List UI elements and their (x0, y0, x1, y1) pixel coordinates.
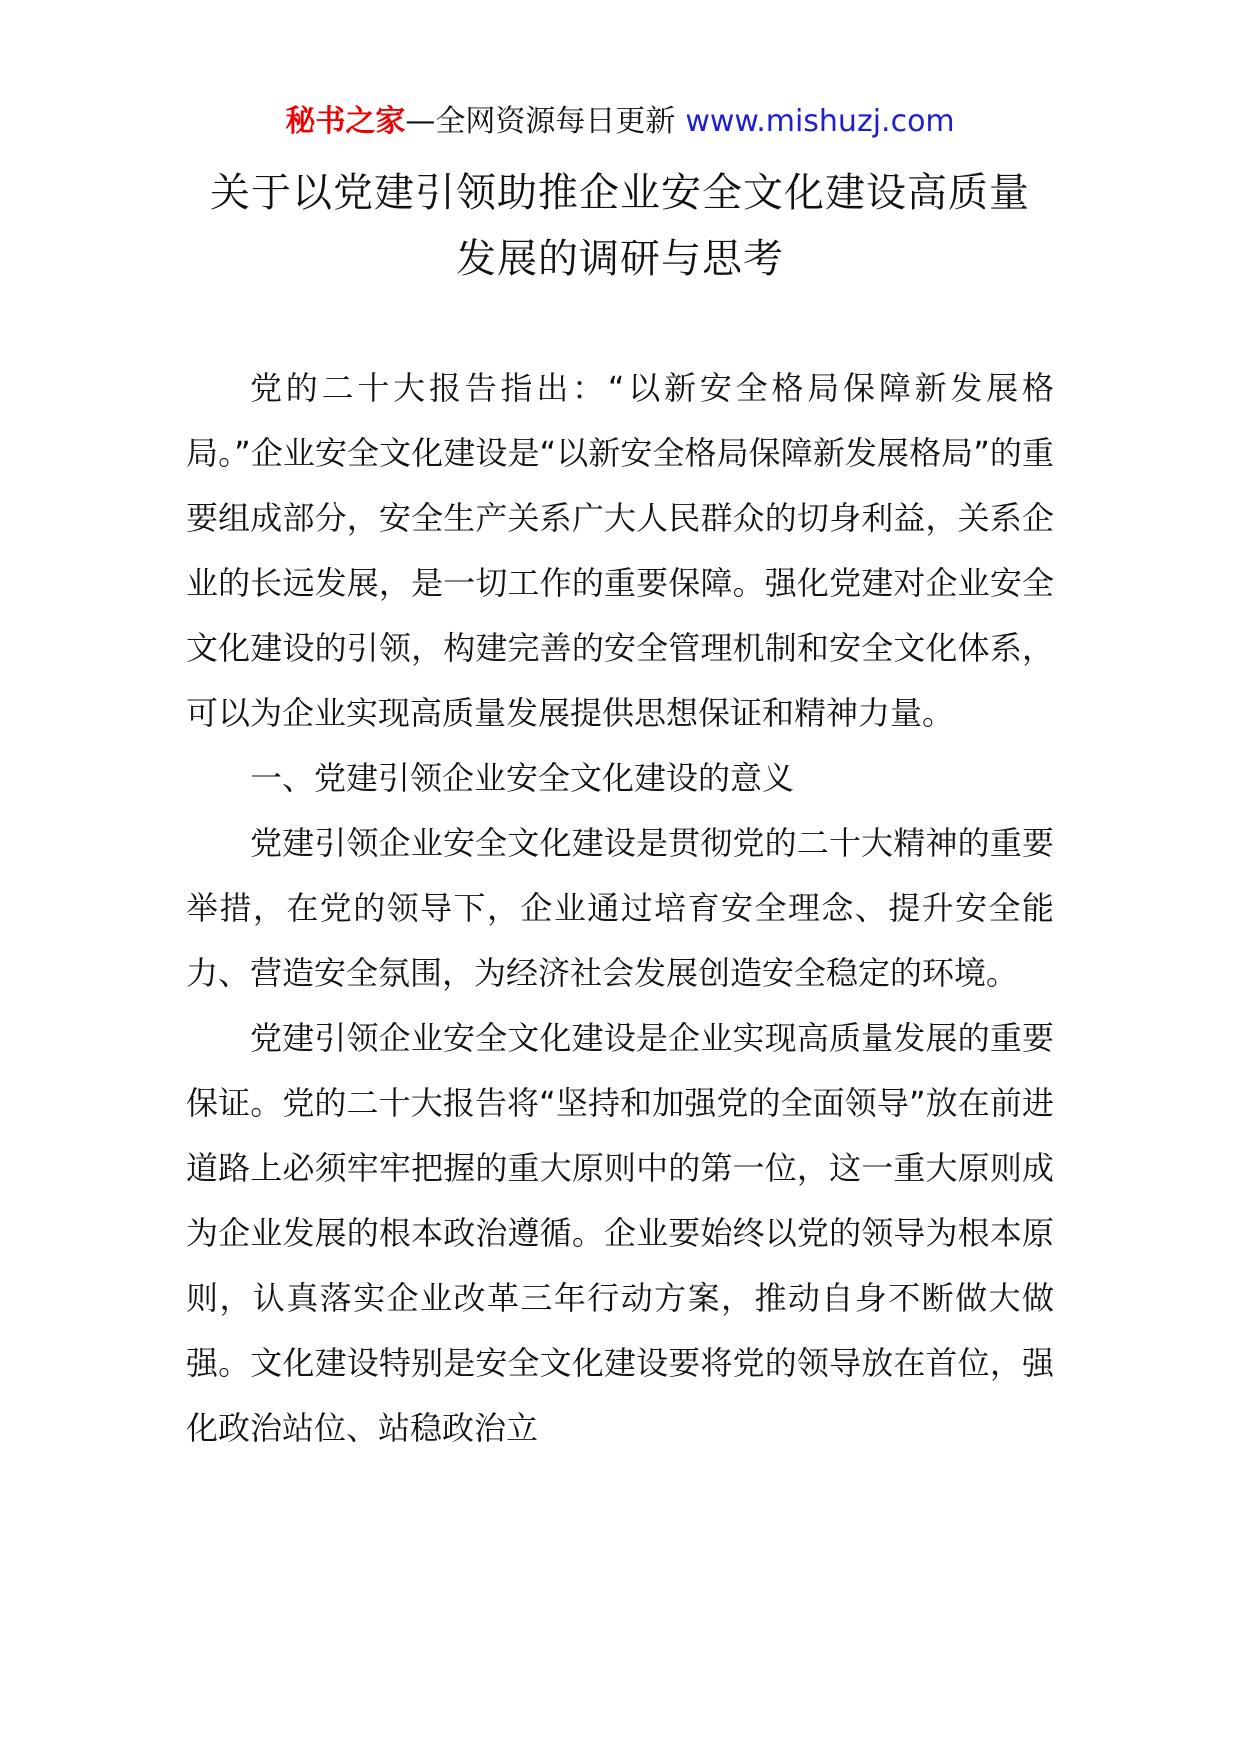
site-banner (0, 100, 1240, 144)
document-title (150, 160, 1090, 292)
section-heading-1: 一、党建引领企业安全文化建设的意义 (250, 759, 795, 797)
paragraph-intro: 党的二十大报告指出：“以新安全格局保障新发展格局。”企业安全文化建设是“以新安全格局保障新发展格局”的重要组成部分，安全生产关系广大人民群众的切身利益，关系企业的长远发展，是一切工作的重要保障。强化党建对企业安全文化建设的引领，构建完善的安全管理机制和安全文化体系，可以为企业实现高质量发展提供思想保证和精神力量。 (186, 369, 1054, 732)
title-line-1: 关于以党建引领助推企业安全文化建设高质量 (210, 170, 1030, 216)
brand-name: 秘书之家 (285, 104, 406, 139)
site-url[interactable]: www.mishuzj.com (685, 104, 955, 139)
title-line-2: 发展的调研与思考 (456, 236, 784, 282)
paragraph: 党建引领企业安全文化建设是企业实现高质量发展的重要保证。党的二十大报告将“坚持和加强党的全面领导”放在前进道路上必须牢牢把握的重大原则中的第一位，这一重大原则成为企业发展的根本政治遵循。企业要始终以党的领导为根本原则，认真落实企业改革三年行动方案，推动自身不断做大做强。文化建设特别是安全文化建设要将党的领导放在首位，强化政治站位、站稳政治立 (186, 1019, 1054, 1447)
document-body (186, 356, 1054, 1461)
banner-slogan: —全网资源每日更新 (405, 104, 676, 139)
paragraph: 党建引领企业安全文化建设是贯彻党的二十大精神的重要举措，在党的领导下，企业通过培育安全理念、提升安全能力、营造安全氛围，为经济社会发展创造安全稳定的环境。 (186, 824, 1054, 992)
